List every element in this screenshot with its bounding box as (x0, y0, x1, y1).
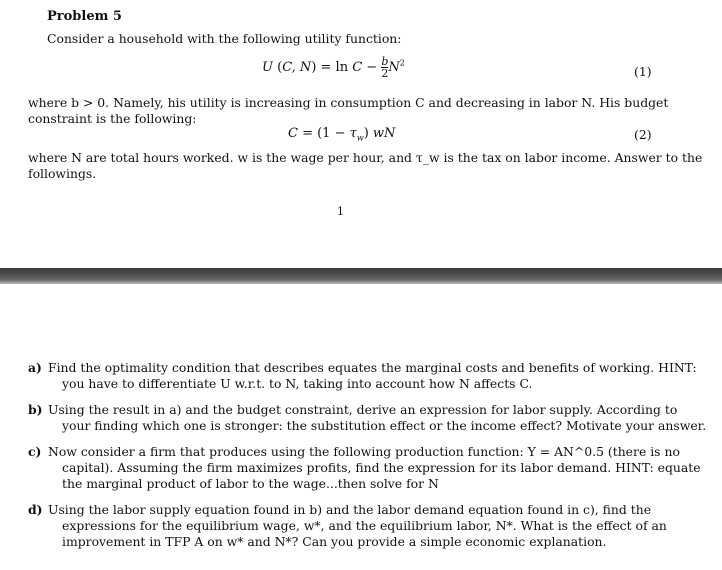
equation-1-number: (1) (634, 64, 652, 79)
equation-budget: $C = (1 - \tau_w)$ wN (288, 126, 396, 143)
question-d (28, 502, 667, 550)
question-line: the marginal product of labor to the wage...then solve for N (62, 476, 439, 491)
question-line: improvement in TFP A on w* and N*? Can you provide a simple economic explanation. (62, 534, 607, 549)
equation-utility: U (C, N) = ln C − $\frac{b}{2}$ $N^2$ (262, 55, 405, 80)
intro-text: Consider a household with the following utility function: (47, 31, 402, 46)
budget-description-line-2: followings. (28, 166, 97, 181)
question-line: Now consider a firm that produces using the following production function: Y = AN^0.5 (there is no (48, 444, 680, 459)
question-c (28, 444, 701, 492)
question-line: Using the labor supply equation found in b) and the labor demand equation found in c), find the (48, 502, 652, 517)
document-page-1 (0, 0, 722, 268)
document-page-2 (0, 284, 722, 570)
budget-description-line-1: where N are total hours worked. w is the wage per hour, and τ_w is the tax on labor income. Answer to the (28, 150, 703, 165)
question-line: expressions for the equilibrium wage, w*, and the equilibrium labor, N*. What is the effect of an (62, 518, 667, 533)
question-line: capital). Assuming the firm maximizes profits, find the expression for its labor demand. HINT: equate (62, 460, 701, 475)
question-line: Find the optimality condition that describes equates the marginal costs and benefits of working. HINT: (48, 360, 697, 375)
question-a (28, 360, 697, 392)
utility-description-line-2: constraint is the following: (28, 111, 197, 126)
equation-2-number: (2) (634, 127, 652, 142)
question-line: Using the result in a) and the budget constraint, derive an expression for labor supply. According to (48, 402, 678, 417)
question-label: d) (28, 502, 43, 517)
utility-description-line-1: where b > 0. Namely, his utility is increasing in consumption C and decreasing in labor N. His budget (28, 95, 669, 110)
page-separator (0, 268, 722, 284)
question-line: you have to differentiate U w.r.t. to N, taking into account how N affects C. (62, 376, 533, 391)
question-label: a) (28, 360, 42, 375)
question-label: c) (28, 444, 42, 459)
question-label: b) (28, 402, 43, 417)
question-b (28, 402, 707, 434)
page-number: 1 (337, 205, 344, 218)
problem-title: Problem 5 (47, 9, 122, 24)
question-line: your finding which one is stronger: the substitution effect or the income effect? Motivate your answer. (62, 418, 707, 433)
